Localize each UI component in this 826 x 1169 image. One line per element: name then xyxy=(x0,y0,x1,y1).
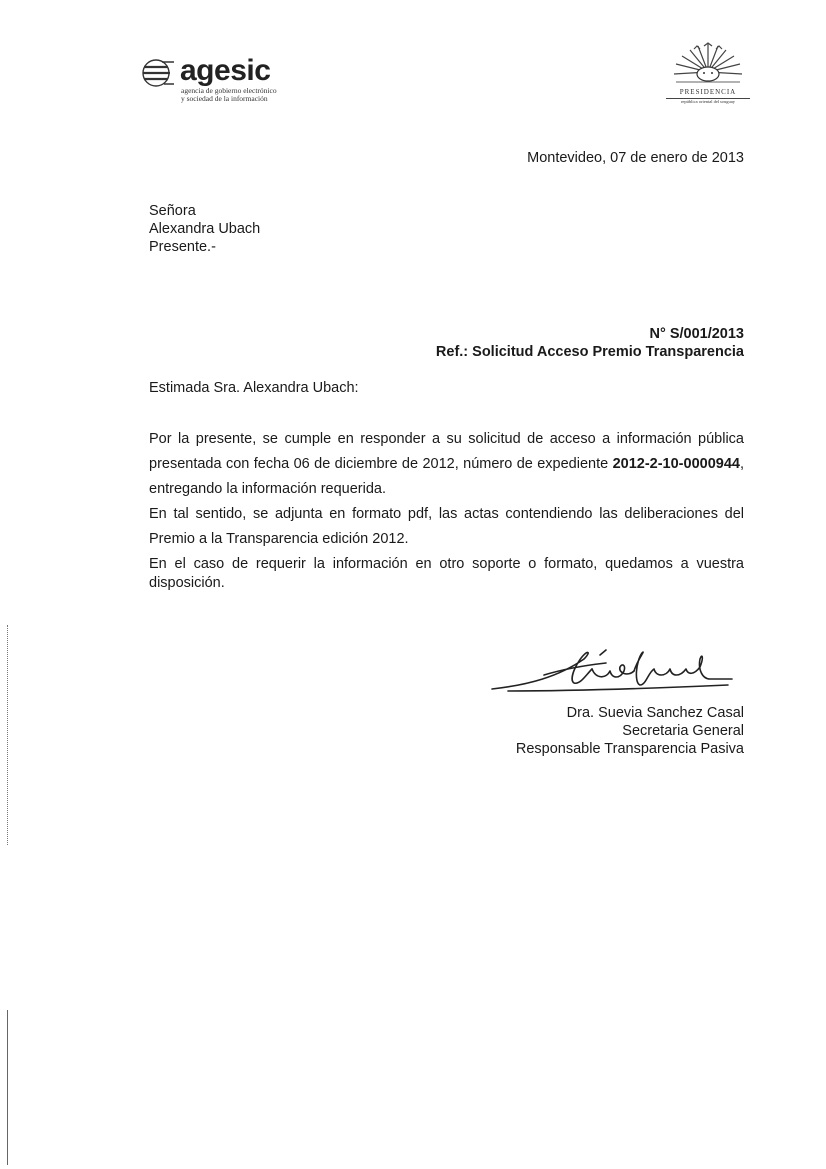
recipient-title: Señora xyxy=(149,203,196,219)
signatory-responsibility: Responsable Transparencia Pasiva xyxy=(515,741,744,757)
agesic-tagline-2: y sociedad de la información xyxy=(181,94,268,103)
seal-sublabel: república oriental del uruguay xyxy=(680,99,736,104)
agesic-globe-icon xyxy=(140,56,176,90)
paragraph-request-text-a: Por la presente, se cumple en responder a su solicitud de acceso a información pública presentada con fecha 06 de diciembre de 2012, número de expediente xyxy=(149,431,744,472)
signatory-role: Secretaria General xyxy=(622,723,744,739)
margin-solid-line xyxy=(7,1010,8,1165)
margin-dotted-line xyxy=(7,625,9,845)
recipient-name: Alexandra Ubach xyxy=(149,221,261,237)
file-number: 2012-2-10-0000944 xyxy=(612,456,740,472)
seal-label: PRESIDENCIA xyxy=(679,88,737,96)
presidencia-seal xyxy=(662,42,754,108)
reference-subject: Ref.: Solicitud Acceso Premio Transparencia xyxy=(435,344,744,360)
signatory-name: Dra. Suevia Sanchez Casal xyxy=(566,705,744,721)
letter-body xyxy=(149,427,744,593)
agesic-logo xyxy=(140,52,320,107)
paragraph-attachment: En tal sentido, se adjunta en formato pdf, las actas contendiendo las deliberaciones del Premio a la Transparencia edición 2012. xyxy=(149,506,744,547)
reference-number: N° S/001/2013 xyxy=(649,326,744,342)
paragraph-request-text-b: , entregando la información requerida. xyxy=(149,456,744,497)
sun-seal-icon xyxy=(668,42,748,88)
salutation: Estimada Sra. Alexandra Ubach: xyxy=(149,380,359,396)
date-line: Montevideo, 07 de enero de 2013 xyxy=(527,150,744,166)
recipient-closing: Presente.- xyxy=(149,239,216,255)
agesic-wordmark: agesic xyxy=(180,54,271,87)
paragraph-request xyxy=(149,427,744,502)
agesic-tagline-1: agencia de gobierno electrónico xyxy=(181,86,277,95)
handwritten-signature xyxy=(488,645,738,697)
paragraph-disposition: En el caso de requerir la información en otro soporte o formato, quedamos a vuestra disposición. xyxy=(149,556,744,591)
